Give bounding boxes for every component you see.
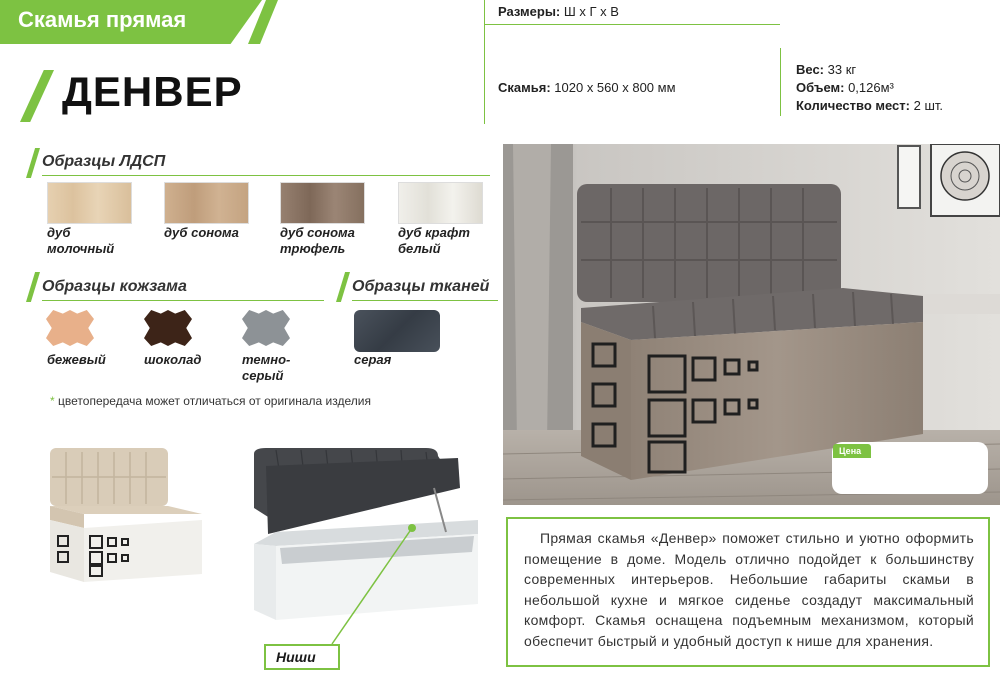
niche-label: Ниши	[264, 644, 340, 670]
weight-value: 33 кг	[827, 62, 857, 77]
spec-divider	[484, 24, 780, 25]
section-slash-decoration	[26, 148, 40, 178]
spec-divider	[484, 0, 485, 124]
price-label: Цена	[833, 444, 871, 458]
fabric-title: Образцы тканей	[352, 278, 490, 295]
swatch-label-line: дуб сонома	[164, 225, 239, 240]
leather-label-beige: бежевый	[47, 352, 106, 367]
ldsp-swatch-sonoma-truffle	[280, 182, 365, 224]
ldsp-swatch-craft-white	[398, 182, 483, 224]
section-slash-decoration	[26, 272, 40, 302]
dimensions-label: Размеры:	[498, 4, 561, 19]
bench-size-row	[498, 80, 676, 95]
section-underline	[352, 300, 498, 301]
ldsp-label-sonoma-truffle	[280, 225, 355, 257]
dimensions-value: Ш х Г х В	[563, 4, 619, 19]
name-slash-decoration	[20, 70, 54, 122]
bench-size-value: 1020 х 560 х 800 мм	[554, 80, 676, 95]
swatch-label-line: дуб	[47, 225, 71, 240]
leather-title: Образцы кожзама	[42, 278, 187, 295]
section-underline	[42, 175, 490, 176]
color-disclaimer	[50, 394, 371, 408]
niche-callout-line	[262, 520, 422, 652]
seats-value: 2 шт.	[913, 98, 944, 113]
volume-value: 0,126м³	[848, 80, 894, 95]
swatch-label-line: трюфель	[280, 241, 346, 256]
note-asterisk: *	[50, 394, 55, 408]
fabric-label-grey: серая	[354, 352, 392, 367]
volume-row	[796, 80, 894, 95]
bench-size-label: Скамья:	[498, 80, 551, 95]
swatch-label-line: белый	[398, 241, 441, 256]
ldsp-title: Образцы ЛДСП	[42, 153, 166, 170]
ldsp-label-craft-white	[398, 225, 470, 257]
swatch-label-line: дуб крафт	[398, 225, 470, 240]
section-slash-decoration	[336, 272, 350, 302]
swatch-label-line: серый	[242, 368, 284, 383]
category-title: Скамья прямая	[18, 7, 187, 32]
leather-swatch-dark-grey	[242, 310, 290, 346]
leather-swatch-beige	[46, 310, 94, 346]
ldsp-label-sonoma-oak	[164, 225, 239, 241]
ldsp-label-milk-oak	[47, 225, 114, 257]
leather-label-dark-grey	[242, 352, 290, 384]
ldsp-swatch-sonoma-oak	[164, 182, 249, 224]
note-text: цветопередача может отличаться от оригинала изделия	[58, 394, 371, 408]
leather-swatch-chocolate	[144, 310, 192, 346]
product-name: ДЕНВЕР	[62, 68, 243, 115]
description-text: Прямая скамья «Денвер» поможет стильно и уютно оформить помещение в доме. Модель отлично подойдет к большинству современных интерьеров. Небольшие габариты скамьи в небольшой кухне и мягкое сиденье создадут максимальный комфорт. Скамья оснащена подъемным механизмом, который обеспечит быстрый и удобный доступ к нише для хранения.	[524, 530, 974, 649]
fabric-swatch-grey	[354, 310, 440, 352]
section-underline	[42, 300, 324, 301]
swatch-label-line: темно-	[242, 352, 291, 367]
description-box	[506, 517, 990, 667]
volume-label: Объем:	[796, 80, 845, 95]
seats-label: Количество мест:	[796, 98, 910, 113]
seats-row	[796, 98, 943, 113]
dimensions-row	[498, 4, 619, 19]
weight-label: Вес:	[796, 62, 825, 77]
swatch-label-line: молочный	[47, 241, 115, 256]
leather-label-chocolate: шоколад	[144, 352, 202, 367]
bench-closed-image	[44, 444, 208, 584]
weight-row	[796, 62, 856, 77]
spec-divider	[780, 48, 781, 116]
swatch-label-line: дуб сонома	[280, 225, 355, 240]
ldsp-swatch-milk-oak	[47, 182, 132, 224]
